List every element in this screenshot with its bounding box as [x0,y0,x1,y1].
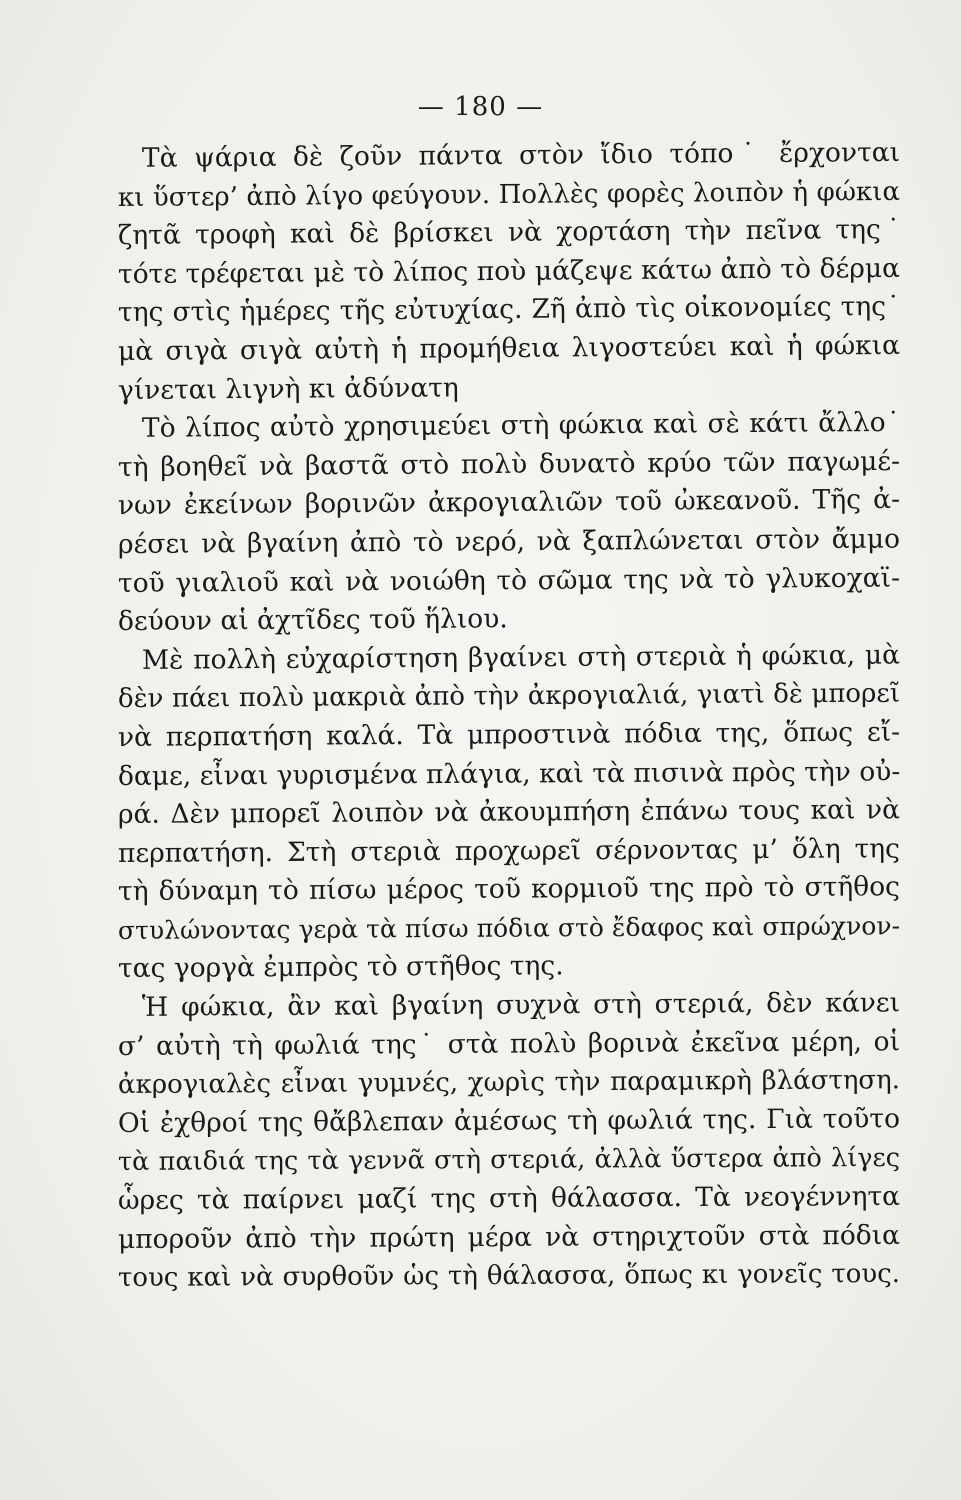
text-line: Οἱ ἐχθροί της θἄβλεπαν ἀμέσως τὴ φωλιά της. Γιὰ τοῦτο [117,1103,901,1139]
text-line: τὴ βοηθεῖ νὰ βαστᾶ στὸ πολὺ δυνατὸ κρύο τῶν παγωμέ- [117,445,901,483]
text-line: ρά. Δὲν μπορεῖ λοιπὸν νὰ ἀκουμπήση ἐπάνω τους καὶ νὰ [117,794,901,831]
text-line: ρέσει νὰ βγαίνη ἀπὸ τὸ νερό, νὰ ξαπλώνεται στὸν ἄμμο [117,523,901,560]
text-line: Μὲ πολλὴ εὐχαρίστηση βγαίνει στὴ στεριὰ ἡ φώκια, μὰ [141,639,901,676]
text-line: τοῦ γιαλιοῦ καὶ νὰ νοιώθη τὸ σῶμα της νὰ τὸ γλυκοχαϊ- [117,562,901,599]
text-line: δαμε, εἶναι γυρισμένα πλάγια, καὶ τὰ πισινὰ πρὸς τὴν οὐ- [117,755,901,792]
text-line: τότε τρέφεται μὲ τὸ λίπος ποὺ μάζεψε κάτω ἀπὸ τὸ δέρμα [117,252,901,290]
text-line: ὧρες τὰ παίρνει μαζί της στὴ θάλασσα. Τὰ νεογέννητα [117,1180,901,1217]
body-text [117,136,901,1298]
text-line: τους καὶ νὰ συρθοῦν ὡς τὴ θάλασσα, ὅπως κι γονεῖς τους. [117,1259,901,1294]
text-line: τὰ παιδιά της τὰ γεννᾶ στὴ στεριά, ἀλλὰ ὕστερα ἀπὸ λίγες [117,1143,901,1178]
text-line: μὰ σιγὰ σιγὰ αὐτὴ ἡ προμήθεια λιγοστεύει καὶ ἡ φώκια [117,329,901,367]
text-line: νων ἐκείνων βορινῶν ἀκρογιαλιῶν τοῦ ὠκεανοῦ. Τῆς ἀ- [117,484,901,522]
text-line: ἀκρογιαλὲς εἶναι γυμνές, χωρὶς τὴν παραμικρὴ βλάστηση. [117,1065,901,1101]
text-line: γίνεται λιγνὴ κι ἀδύνατη [117,371,459,406]
text-line: δὲν πάει πολὺ μακριὰ ἀπὸ τὴν ἀκρογιαλιά, γιατὶ δὲ μπορεῖ [117,678,901,715]
text-line: ζητᾶ τροφὴ καὶ δὲ βρίσκει νὰ χορτάση τὴν πεῖνα της˙ [117,214,901,252]
text-line: Τὸ λίπος αὐτὸ χρησιμεύει στὴ φώκια καὶ σὲ κάτι ἄλλο˙ [141,407,901,444]
text-line: της στὶς ἡμέρες τῆς εὐτυχίας. Ζῆ ἀπὸ τὶς οἰκονομίες της˙ [117,291,901,329]
text-line: περπατήση. Στὴ στεριὰ προχωρεῖ σέρνοντας μ’ ὅλη της [117,832,901,869]
page-number: — 180 — [417,92,544,122]
text-line: τας γοργὰ ἐμπρὸς τὸ στῆθος της. [117,950,564,985]
text-line: Ἡ φώκια, ἂν καὶ βγαίνη συχνὰ στὴ στεριά, δὲν κάνει [141,987,901,1023]
text-line: δεύουν αἱ ἀχτῖδες τοῦ ἥλιου. [117,603,508,638]
text-line: στυλώνοντας γερὰ τὰ πίσω πόδια στὸ ἔδαφος καὶ σπρώχνον- [117,911,901,945]
text-line: νὰ περπατήση καλά. Τὰ μπροστινὰ πόδια της, ὅπως εἴ- [117,716,901,753]
text-line: Τὰ ψάρια δὲ ζοῦν πάντα στὸν ἴδιο τόπο˙ ἔρχονται [141,136,901,174]
text-line: τὴ δύναμη τὸ πίσω μέρος τοῦ κορμιοῦ της πρὸ τὸ στῆθος [117,871,901,908]
text-line: κι ὕστερ’ ἀπὸ λίγο φεύγουν. Πολλὲς φορὲς λοιπὸν ἡ φώκια [117,176,901,213]
text-line: σ’ αὐτὴ τὴ φωλιά της˙ στὰ πολὺ βορινὰ ἐκεῖνα μέρη, οἱ [117,1025,901,1062]
text-line: μποροῦν ἀπὸ τὴν πρώτη μέρα νὰ στηριχτοῦν στὰ πόδια [117,1219,901,1255]
